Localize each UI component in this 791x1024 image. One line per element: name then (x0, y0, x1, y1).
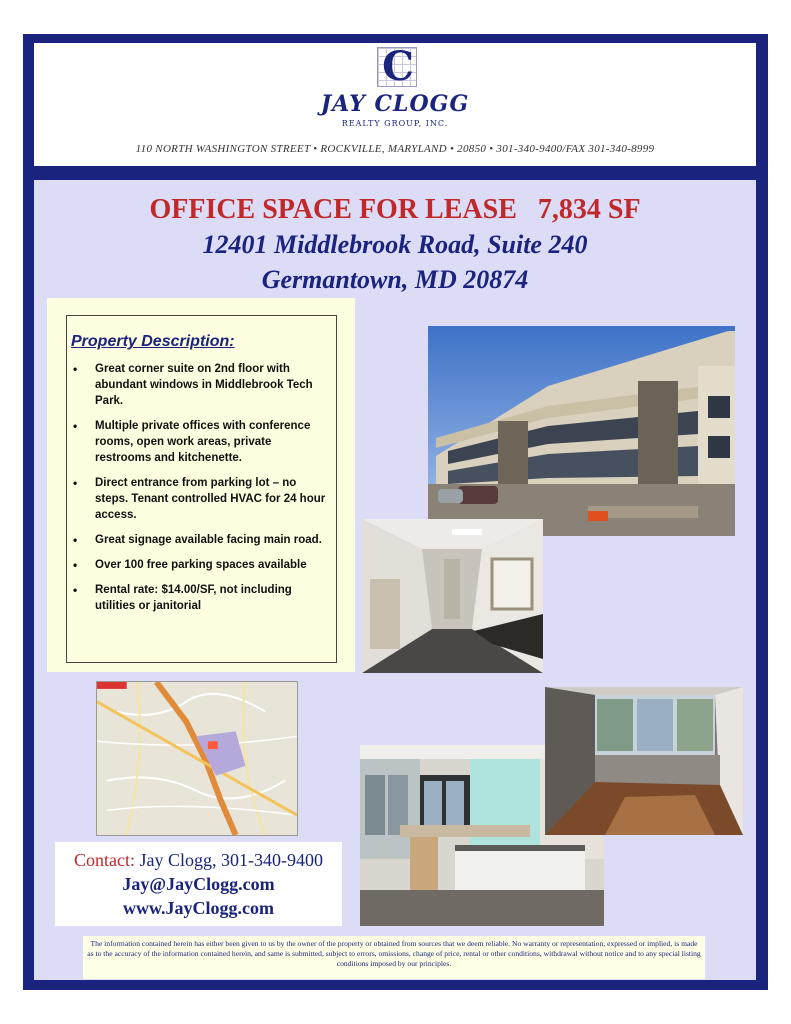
list-item: • Great corner suite on 2nd floor with abundant windows in Middlebrook Tech Park. (71, 361, 330, 409)
building-photo (428, 326, 735, 536)
logo-name: JAY CLOGG (320, 91, 470, 117)
contact-email[interactable]: Jay@JayClogg.com (122, 874, 275, 894)
header (34, 43, 756, 166)
list-item: • Direct entrance from parking lot – no steps. Tenant controlled HVAC for 24 hour access. (71, 475, 330, 523)
contact-box (55, 842, 342, 926)
company-address: 110 NORTH WASHINGTON STREET • ROCKVILLE, MARYLAND • 20850 • 301-340-9400/FAX 301-340-8999 (135, 143, 655, 155)
office-room-photo (545, 687, 743, 835)
city-address: Germantown, MD 20874 (261, 265, 529, 294)
logo-subtitle: REALTY GROUP, INC. (341, 119, 449, 128)
location-map (96, 681, 298, 836)
contact-label: Contact: (74, 850, 135, 870)
description-title: Property Description: (71, 333, 235, 350)
contact-name-phone: Jay Clogg, 301-340-9400 (135, 850, 323, 870)
disclaimer: The information contained herein has either been given to us by the owner of the property or obtained from sources that we deem reliable. No warranty or representation, expressed or implied, is made as to the accuracy of the information contained herein, and same is submitted, subject to errors, omissions, change of price, rental or other conditions, withdrawal without notice and to any special listing conditions imposed by our principles. (83, 936, 705, 979)
list-item: • Rental rate: $14.00/SF, not including utilities or janitorial (71, 582, 330, 614)
headline: OFFICE SPACE FOR LEASE 7,834 SF (149, 194, 641, 225)
list-item: • Multiple private offices with conference rooms, open work areas, private restrooms and kitchenette. (71, 418, 330, 466)
description-list (71, 361, 330, 614)
logo-mark-icon: C (377, 47, 417, 87)
list-item: • Over 100 free parking spaces available (71, 557, 330, 573)
contact-website[interactable]: www.JayClogg.com (123, 898, 274, 918)
contact-line (55, 848, 342, 872)
street-address: 12401 Middlebrook Road, Suite 240 (202, 230, 588, 259)
hallway-photo (362, 519, 543, 673)
list-item: • Great signage available facing main road. (71, 532, 330, 548)
description-inner (66, 315, 337, 663)
